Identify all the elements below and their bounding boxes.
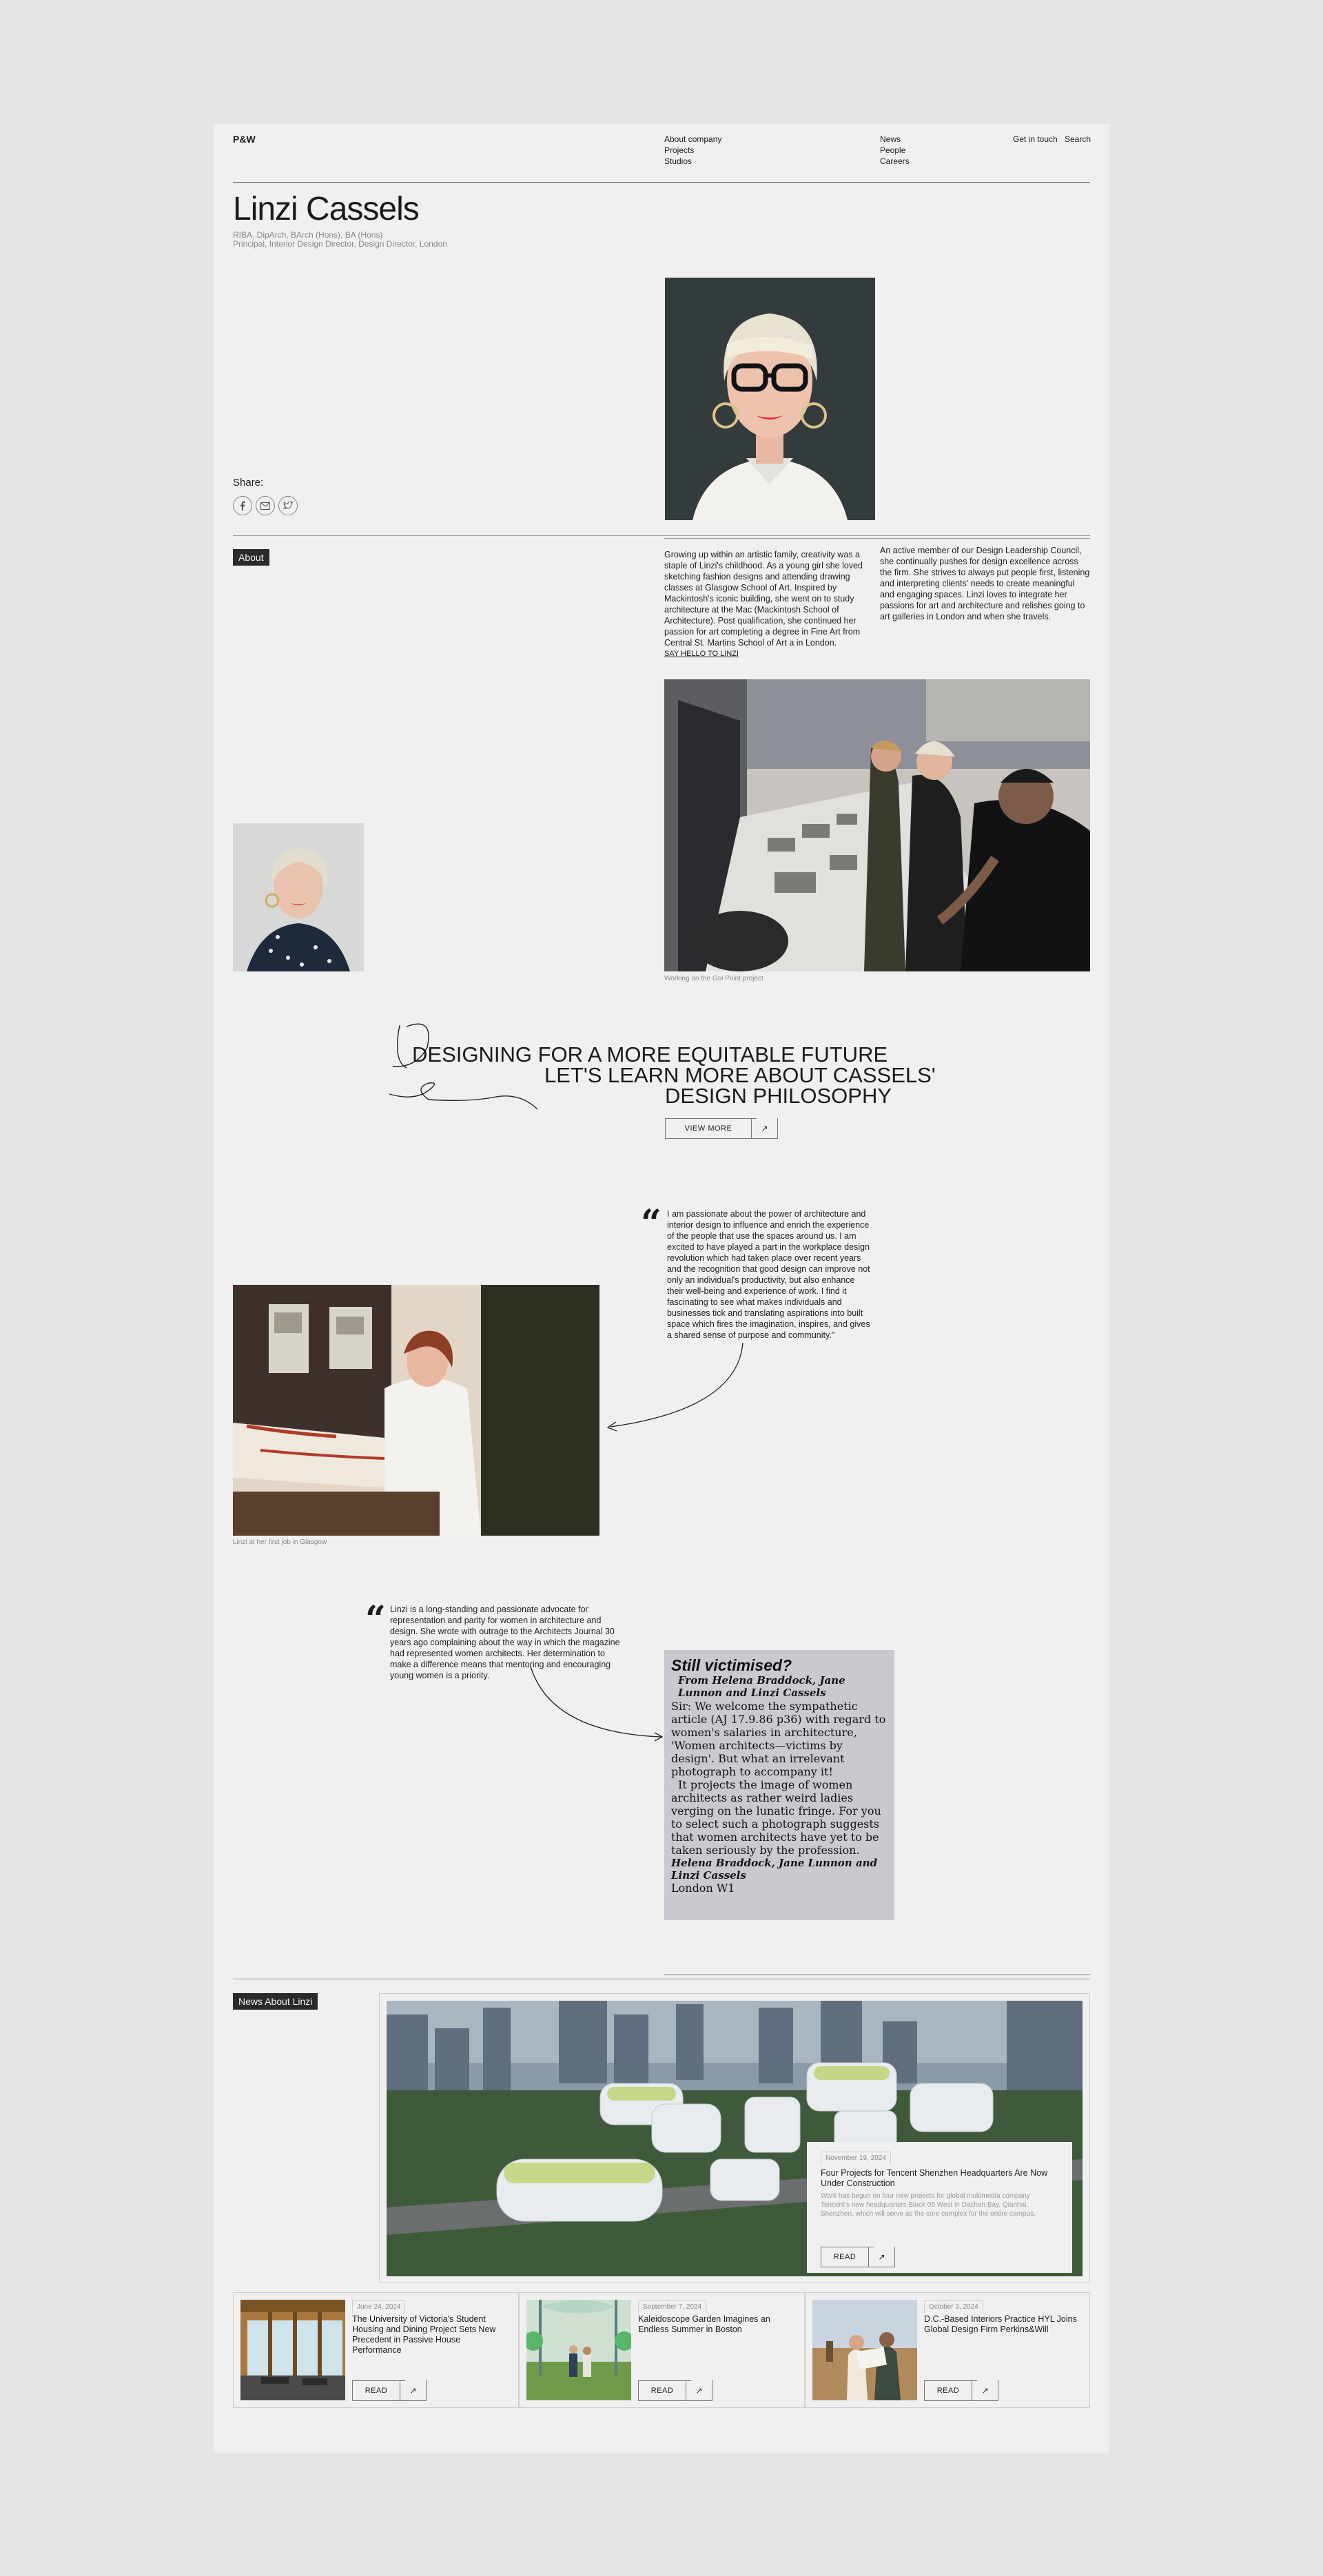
profile-credentials: RIBA, DipArch, BArch (Hons), BA (Hons) (233, 230, 383, 240)
clipping-signoff: Helena Braddock, Jane Lunnon and Linzi Cassels (671, 1857, 878, 1882)
read-label: READ (833, 2252, 857, 2261)
twitter-icon[interactable] (278, 496, 298, 515)
featured-news-card[interactable] (379, 1993, 1090, 2283)
clipping-body-2: It projects the image of women architects as rather weird ladies verging on the lunatic fringe. For you to select such a photograph suggests that women architects have yet to be taken seriously by the profession. (671, 1778, 881, 1857)
news-image-kaleidoscope-garden (526, 2300, 631, 2400)
nav-about-company[interactable]: About company (664, 134, 722, 144)
news-card-3-body (924, 2300, 1083, 2335)
profile-name: Linzi Cassels (233, 191, 419, 227)
news-card-3[interactable] (805, 2292, 1090, 2408)
nav-careers[interactable]: Careers (880, 156, 910, 166)
news-card-1-date: June 24, 2024 (352, 2300, 405, 2313)
clipping-place: London W1 (671, 1882, 735, 1895)
news-card-3-read-button[interactable] (924, 2380, 998, 2401)
about-para-2: An active member of our Design Leadership Council, she continually pushes for design excellence across the firm. She strives to always put people first, listening and interpreting clients' needs to create meaningful and engaging spaces. Linzi loves to integrate her passions for art and architecture and relishes going to art galleries in London and when she travels. (880, 546, 1090, 621)
view-more-label: VIEW MORE (684, 1124, 732, 1133)
clipping-byline: From Helena Braddock, Jane Lunnon and Linzi Cassels (678, 1674, 845, 1699)
news-card-2-body (638, 2300, 797, 2335)
philosophy-line-3: DESIGN PHILOSOPHY (665, 1084, 892, 1108)
say-hello-link[interactable]: SAY HELLO TO LINZI (664, 650, 739, 658)
news-card-3-title: D.C.-Based Interiors Practice HYL Joins Global Design Firm Perkins&Will (924, 2314, 1077, 2334)
quote-2-text: Linzi is a long-standing and passionate advocate for representation and parity for women in architecture and design. She wrote with outrage to the Architects Journal 30 years ago complaining about the way in which the magazine had represented women architects. Her determination to make a difference means that mentoring and encouraging young women is a priority. (390, 1605, 620, 1680)
first-job-caption: Linzi at her first job in Glasgow (233, 1538, 327, 1546)
news-card-1[interactable] (233, 2292, 519, 2408)
news-card-2-date: September 7, 2024 (638, 2300, 706, 2313)
quote-mark-icon: “ (641, 1202, 662, 1244)
mail-icon[interactable] (256, 496, 275, 515)
philosophy-line-2: LET'S LEARN MORE ABOUT CASSELS' (544, 1063, 936, 1087)
arrow-up-right-icon: ↗ (751, 1118, 777, 1138)
button-top-line (639, 2380, 691, 2381)
profile-role: Principal, Interior Design Director, Design Director, London (233, 239, 447, 249)
arrow-up-right-icon: ↗ (972, 2380, 998, 2400)
button-top-line (666, 1118, 757, 1119)
page (214, 124, 1109, 2453)
arrow-curve-1 (599, 1340, 751, 1436)
news-card-3-date: October 3, 2024 (924, 2300, 983, 2313)
first-job-photo (233, 1285, 599, 1536)
quote-mark-icon-2: “ (365, 1598, 386, 1640)
nav-get-in-touch[interactable]: Get in touch (1013, 134, 1058, 144)
nav-col-company (664, 134, 721, 167)
news-card-2-read-button[interactable] (638, 2380, 712, 2401)
featured-news-title: Four Projects for Tencent Shenzhen Headquarters Are Now Under Construction (821, 2168, 1048, 2188)
philosophy-line-1: DESIGNING FOR A MORE EQUITABLE FUTURE (412, 1042, 888, 1067)
arrow-up-right-icon: ↗ (868, 2247, 894, 2267)
team-photo-caption: Working on the Goi Point project (664, 975, 763, 982)
team-working-photo (664, 679, 1090, 971)
nav-news[interactable]: News (880, 134, 901, 144)
nav-studios[interactable]: Studios (664, 156, 693, 166)
clipping-headline: Still victimised? (671, 1656, 792, 1674)
nav-col-news (880, 134, 910, 167)
featured-read-button[interactable] (821, 2247, 895, 2267)
about-divider-right (664, 538, 1090, 539)
read-label: READ (936, 2386, 960, 2395)
news-card-1-read-button[interactable] (352, 2380, 427, 2401)
quote-1-text: I am passionate about the power of architecture and interior design to influence and enrich the experience of the people that use the spaces around us. I am excited to have played a part in the workplace design revolution which had taken place over recent years and the recognition that good design can improve not only an individual's productivity, but also enhance their well-being and experience of work. I find it fascinating to see what makes individuals and businesses tick and translating aspirations into built space which fires the imagination, inspires, and gives a shared sense of purpose and community." (667, 1209, 870, 1340)
read-label: READ (650, 2386, 674, 2395)
arrow-curve-2 (524, 1664, 668, 1746)
news-card-2-title: Kaleidoscope Garden Imagines an Endless Summer in Boston (638, 2314, 770, 2334)
button-top-line (925, 2380, 977, 2381)
portrait-photo (665, 278, 875, 520)
about-tag: About (233, 549, 269, 566)
share-icons (233, 496, 301, 515)
logo[interactable]: P&W (233, 134, 256, 145)
view-more-button[interactable] (665, 1118, 778, 1139)
nav-search[interactable]: Search (1065, 134, 1091, 144)
about-para-1: Growing up within an artistic family, creativity was a staple of Linzi's childhood. As a young girl she loved sketching fashion designs and attending drawing classes at Glasgow School of Art. Inspired by Mackintosh's iconic building, she went on to study architecture at the Mac (Mackintosh School of Architecture). Post qualification, she continued her passion for art completing a degree in Fine Art from Central St. Martins School of Art a in London. (664, 550, 863, 648)
button-top-line (353, 2380, 405, 2381)
news-image-student-housing (240, 2300, 345, 2400)
news-card-1-body (352, 2300, 511, 2356)
news-image-perkins-will (812, 2300, 917, 2400)
about-divider-left (233, 535, 1090, 536)
featured-news-excerpt: Work has begun on four new projects for global multimedia company Tencent's new headquarters Block 05 West in Dachan Bay, Qianhai, Shenzhen, which will serve as the core complex for the entire campus. (821, 2192, 1036, 2218)
read-label: READ (365, 2386, 388, 2395)
nav-people[interactable]: People (880, 145, 906, 155)
newspaper-clipping (664, 1650, 894, 1920)
script-flourish (386, 1020, 537, 1144)
news-tag: News About Linzi (233, 1993, 318, 2010)
facebook-icon[interactable] (233, 496, 252, 515)
featured-news-date: November 19, 2024 (821, 2152, 891, 2164)
featured-news-panel (807, 2142, 1072, 2273)
news-card-1-title: The University of Victoria's Student Housing and Dining Project Sets New Precedent in Passive House Performance (352, 2314, 496, 2355)
nav-projects[interactable]: Projects (664, 145, 695, 155)
arrow-up-right-icon: ↗ (400, 2380, 426, 2400)
news-card-2[interactable] (519, 2292, 805, 2408)
share-label: Share: (233, 477, 264, 488)
nav-divider (233, 182, 1090, 183)
clipping-body: Sir: We welcome the sympathetic article (AJ 17.9.86 p36) with regard to women's salaries in architecture, 'Women architects—victims by design'. But what an irrelevant photograph to accompany it! (671, 1700, 886, 1778)
arrow-up-right-icon: ↗ (686, 2380, 712, 2400)
small-portrait-photo (233, 823, 364, 971)
